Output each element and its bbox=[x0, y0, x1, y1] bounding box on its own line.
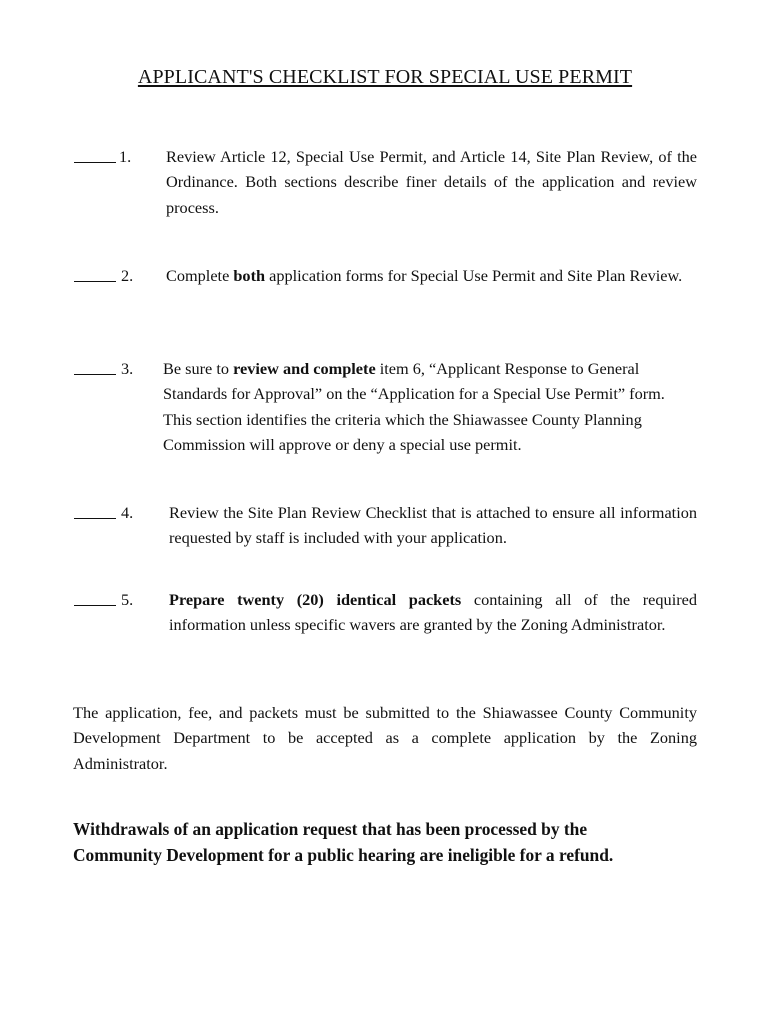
item-number: 2. bbox=[121, 266, 134, 285]
checkbox-blank-line[interactable] bbox=[74, 356, 116, 375]
item-text-segment: Complete bbox=[166, 266, 234, 285]
checkbox-blank-line[interactable] bbox=[74, 500, 116, 519]
item-text-segment: containing all of the required information unless specific wavers are granted by the Zoning Administrator. bbox=[169, 590, 698, 635]
item-text-bold: review and complete bbox=[233, 359, 376, 378]
page-title: APPLICANT'S CHECKLIST FOR SPECIAL USE PERMIT bbox=[137, 66, 633, 88]
item-text-bold: both bbox=[233, 266, 266, 285]
withdrawal-notice: Withdrawals of an application request that has been processed by the Community Development for a public hearing are ineligible for a refund. bbox=[73, 819, 614, 865]
item-number: 1. bbox=[119, 147, 132, 166]
checkbox-blank-line[interactable] bbox=[74, 144, 116, 163]
item-text bbox=[166, 144, 697, 220]
item-text-bold: Prepare twenty (20) identical packets bbox=[169, 590, 462, 609]
item-text bbox=[169, 500, 697, 551]
item-text-segment: Review the Site Plan Review Checklist that is attached to ensure all information requested by staff is included with your application. bbox=[169, 503, 697, 548]
item-text-segment: Be sure to bbox=[163, 359, 234, 378]
item-text bbox=[163, 356, 688, 457]
item-text bbox=[169, 587, 697, 638]
item-number: 5. bbox=[121, 590, 134, 609]
item-text-segment: application forms for Special Use Permit and Site Plan Review. bbox=[265, 266, 683, 285]
item-text-segment: item 6, “Applicant Response to General Standards for Approval” on the “Application for a Special Use Permit” form. This section identifies the criteria which the Shiawassee County Planning Commission will approve or deny a special use permit. bbox=[163, 359, 665, 454]
submission-paragraph: The application, fee, and packets must be submitted to the Shiawassee County Community Development Department to be accepted as a complete application by the Zoning Administrator. bbox=[73, 703, 697, 773]
item-number: 3. bbox=[121, 359, 134, 378]
checkbox-blank-line[interactable] bbox=[74, 587, 116, 606]
item-number: 4. bbox=[121, 503, 134, 522]
item-text-segment: Review Article 12, Special Use Permit, and Article 14, Site Plan Review, of the Ordinance. Both sections describe finer details of the application and review process. bbox=[166, 147, 697, 217]
checkbox-blank-line[interactable] bbox=[74, 263, 116, 282]
item-text bbox=[166, 263, 697, 288]
